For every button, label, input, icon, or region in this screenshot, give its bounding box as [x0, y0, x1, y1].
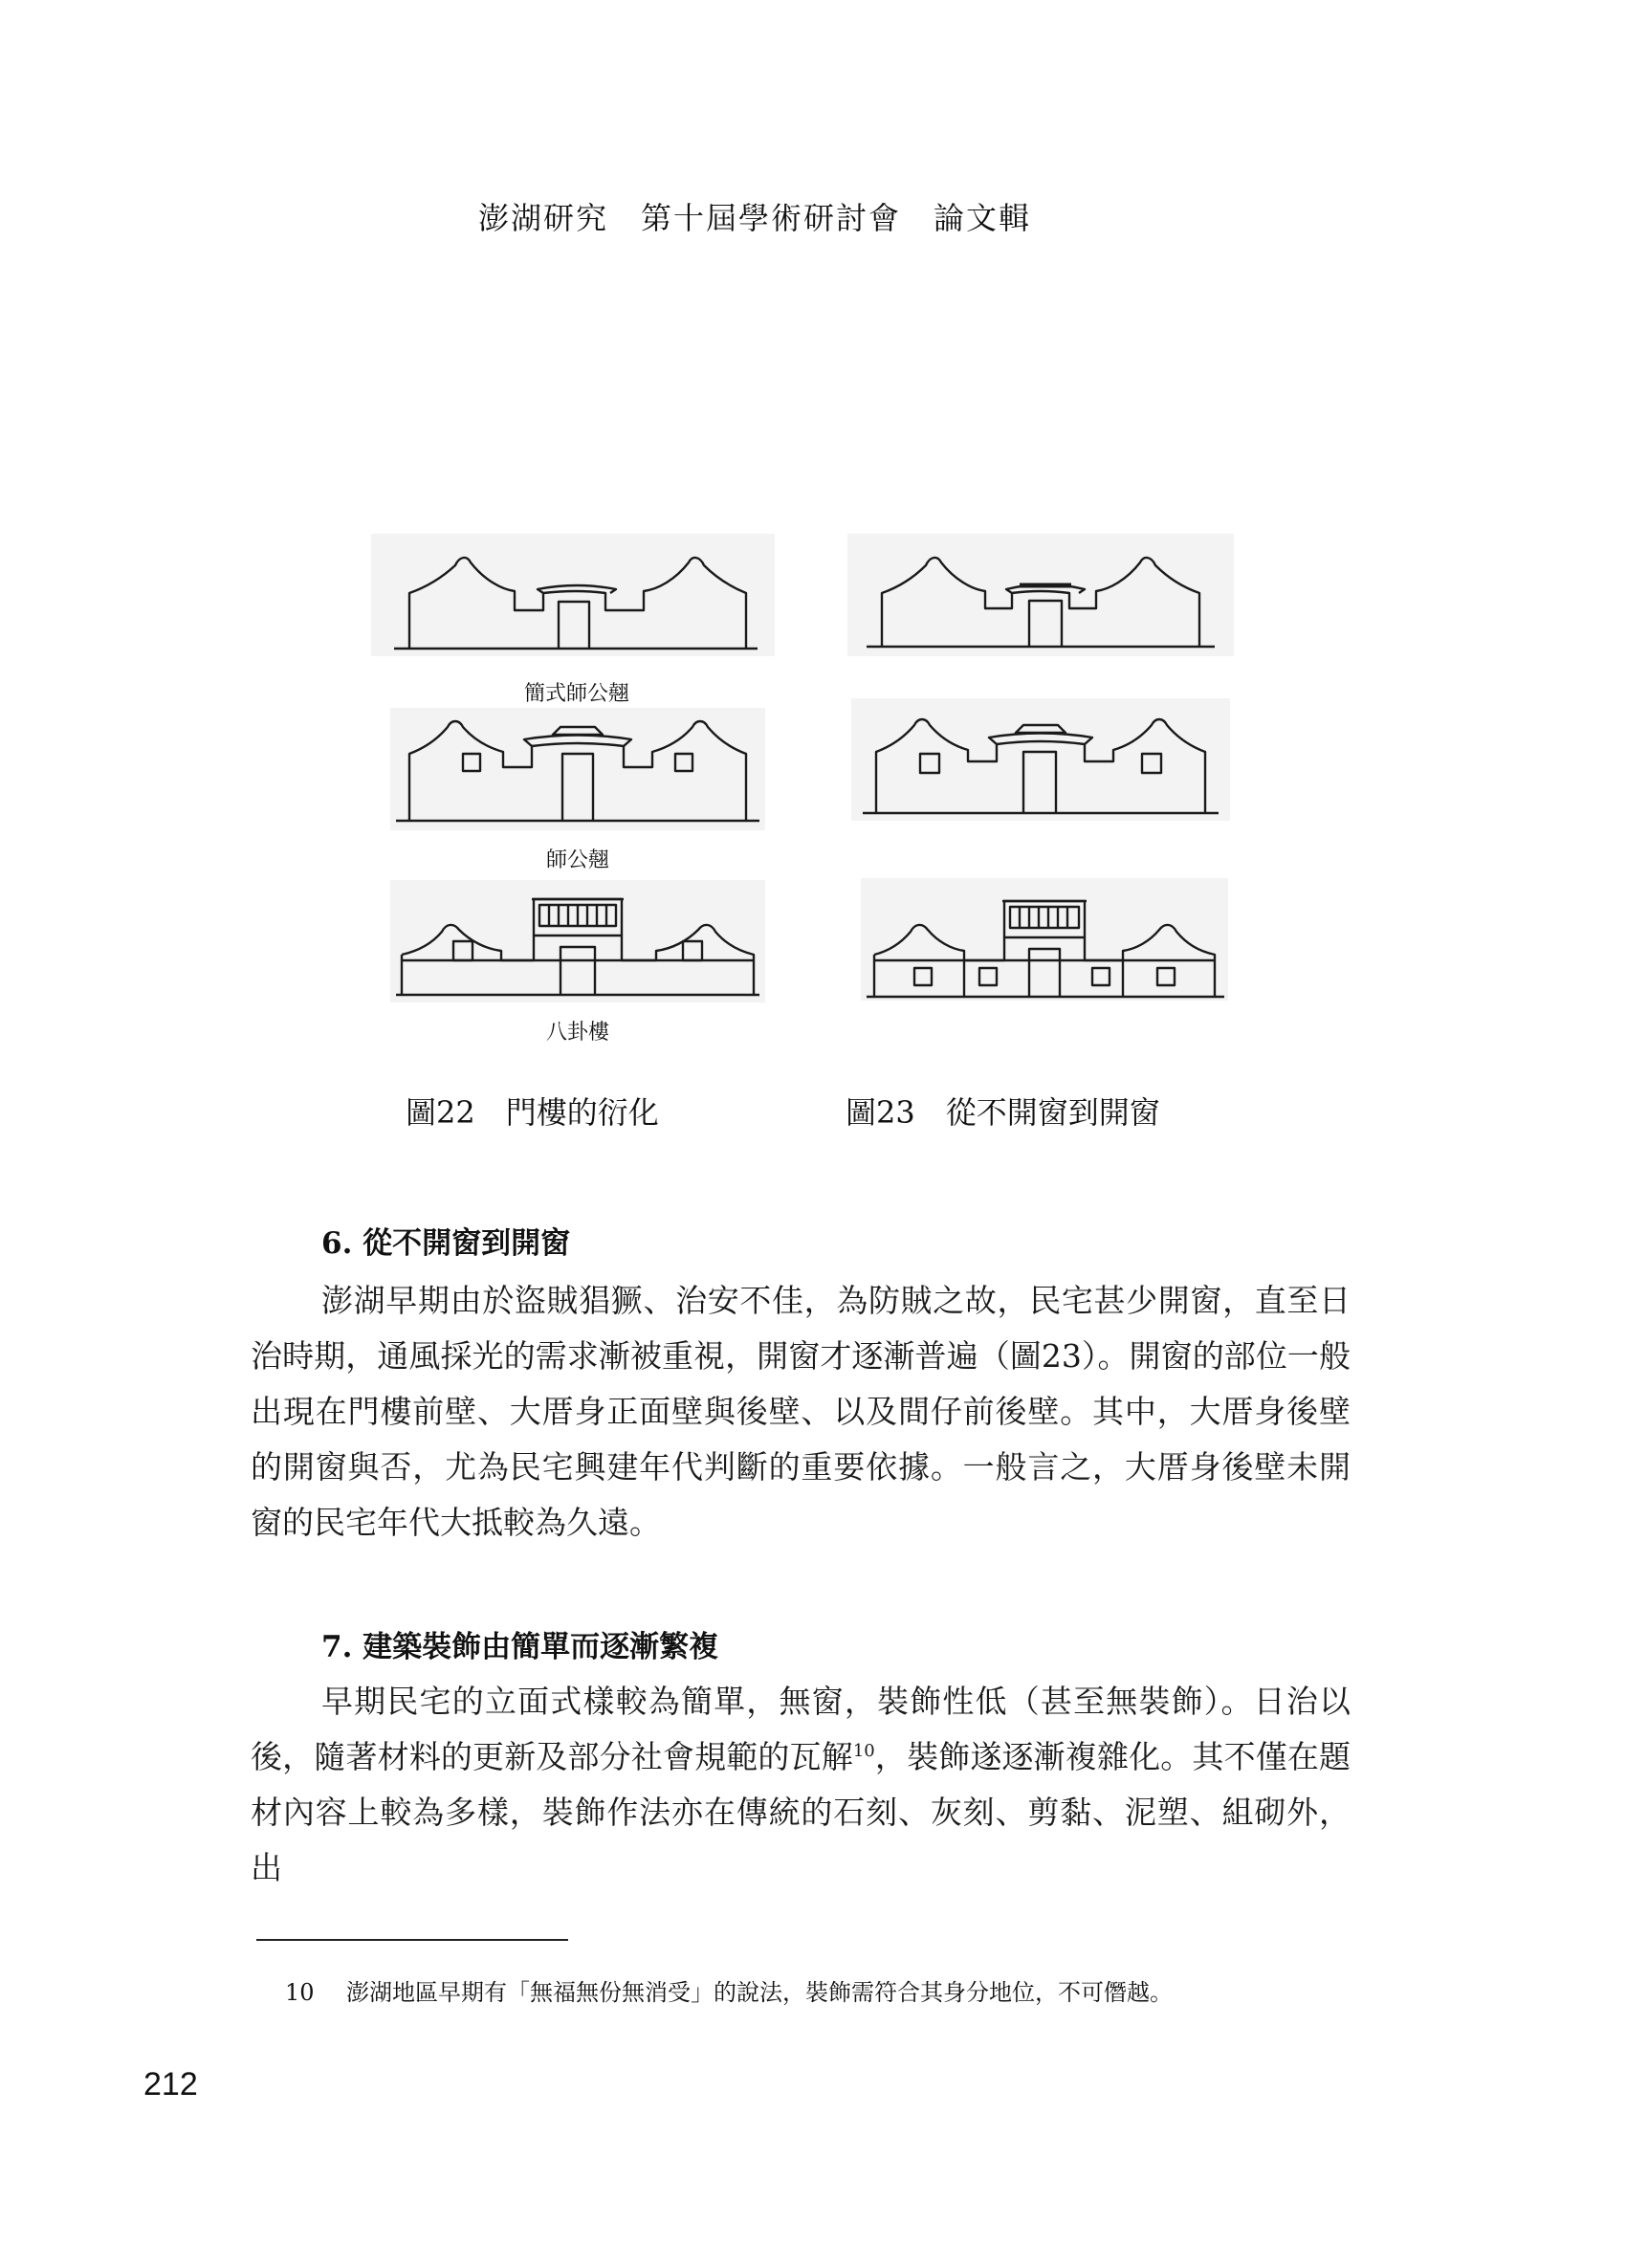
fig22-elevation-simple-shigongqiao	[371, 534, 775, 656]
fig23-elevation-full-windows	[861, 878, 1228, 1001]
fig23-elevation-front-windows	[851, 698, 1230, 821]
footnote-ref-10[interactable]: 10	[852, 1741, 875, 1761]
section-6-paragraph	[251, 1273, 1351, 1551]
fig22-elevation-baguolou	[390, 880, 765, 1002]
figure-22-caption: 圖22 門樓的衍化	[406, 1094, 659, 1131]
section-7-paragraph	[251, 1674, 1351, 1896]
running-header-title: 澎湖研究 第十屆學術研討會 論文輯	[478, 200, 1032, 236]
fig22-label-shigongqiao: 師公翹	[546, 848, 610, 872]
fig23-elevation-no-windows	[847, 534, 1234, 656]
section-7-text-after-note: ，裝飾遂逐漸複雜化。其不僅在題材內容上較為多樣，裝飾作法亦在傳統的石刻、灰刻、剪黏、泥塑、組砌外，出	[251, 1738, 1351, 1886]
figure-23-caption: 圖23 從不開窗到開窗	[846, 1094, 1160, 1131]
fig22-label-simple-shigongqiao: 簡式師公翹	[524, 682, 630, 706]
page-number: 212	[143, 2066, 198, 2103]
fig22-label-baguolou: 八卦樓	[546, 1021, 610, 1045]
section-6-heading: 6. 從不開窗到開窗	[321, 1226, 571, 1261]
footnote-separator	[256, 1939, 568, 1941]
section-6-paragraph-text: 澎湖早期由於盜賊猖獗、治安不佳，為防賊之故，民宅甚少開窗，直至日治時期，通風採光的需求漸被重視，開窗才逐漸普遍（圖23）。開窗的部位一般出現在門樓前壁、大厝身正面壁與後壁、以及間仔前後壁。其中，大厝身後壁的開窗與否，尤為民宅興建年代判斷的重要依據。一般言之，大厝身後壁未開窗的民宅年代大抵較為久遠。	[251, 1282, 1351, 1541]
footnote-10	[285, 1973, 1173, 2007]
section-7-heading: 7. 建築裝飾由簡單而逐漸繁複	[321, 1630, 719, 1664]
section-7-paragraph-text	[251, 1674, 1351, 1896]
footnote-text: 澎湖地區早期有「無福無份無消受」的說法，裝飾需符合其身分地位，不可僭越。	[346, 1979, 1173, 2006]
section-7-text-before-note: 早期民宅的立面式樣較為簡單，無窗，裝飾性低（甚至無裝飾）。日治以後，隨著材料的更新及部分社會規範的瓦解	[251, 1683, 1351, 1775]
fig22-elevation-shigongqiao	[390, 708, 765, 830]
footnote-number: 10	[285, 1979, 315, 2006]
